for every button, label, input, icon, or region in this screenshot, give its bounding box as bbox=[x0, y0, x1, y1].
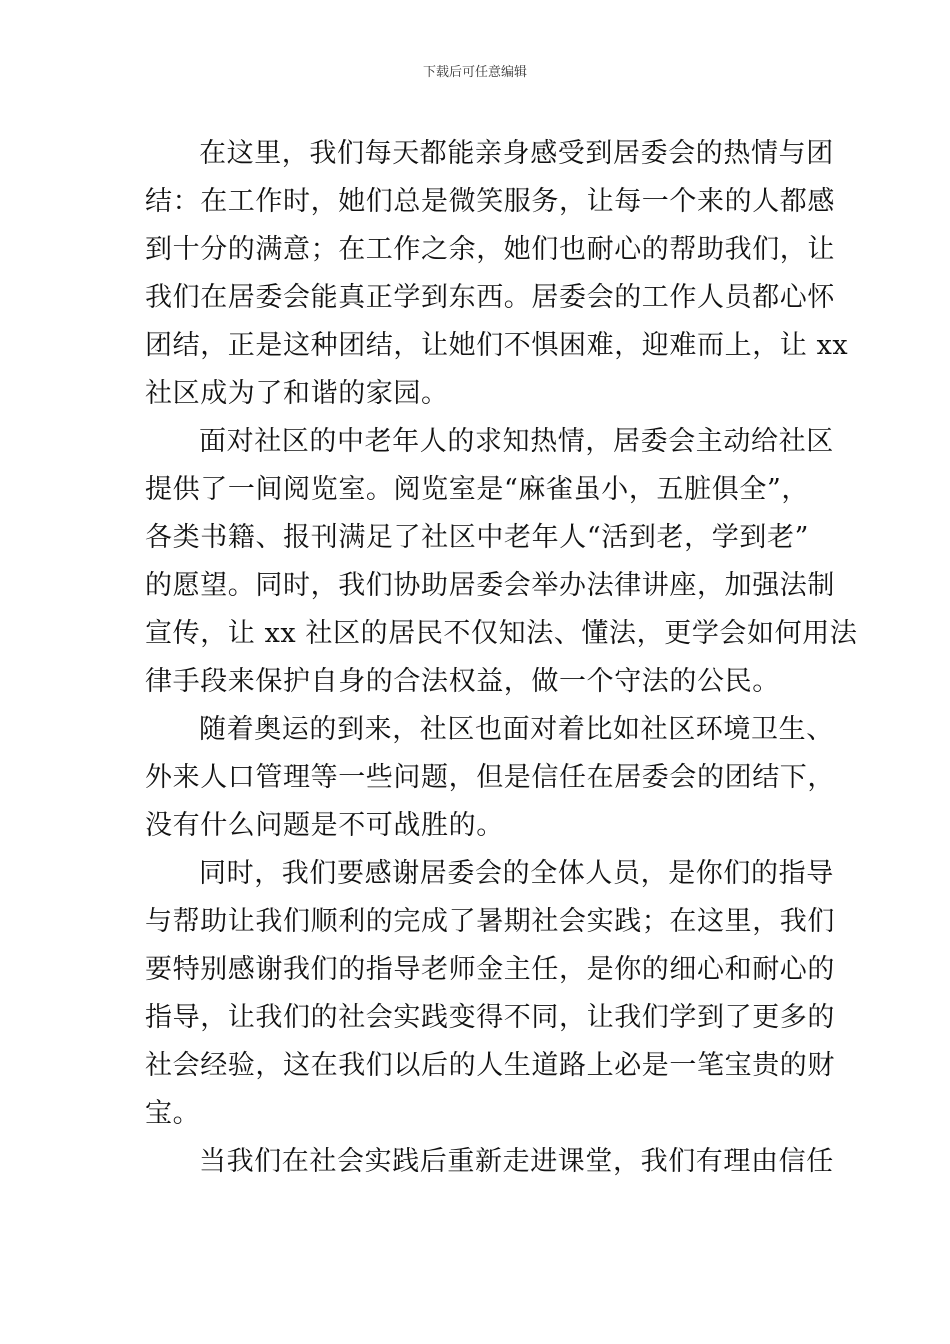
document-body bbox=[145, 130, 858, 1186]
text-line: 团结，正是这种团结，让她们不惧困难，迎难而上，让 xx bbox=[145, 330, 849, 361]
paragraph-2 bbox=[145, 418, 858, 706]
text-line: 的愿望。同时，我们协助居委会举办法律讲座，加强法制 bbox=[145, 570, 835, 601]
page-header: 下载后可任意编辑 bbox=[422, 65, 527, 80]
text-line: 我们在居委会能真正学到东西。居委会的工作人员都心怀 bbox=[145, 282, 835, 313]
text-line: 外来人口管理等一些问题，但是信任在居委会的团结下， bbox=[145, 762, 835, 793]
text-line: 结：在工作时，她们总是微笑服务，让每一个来的人都感 bbox=[145, 186, 835, 217]
text-line: 各类书籍、报刊满足了社区中老年人“活到老，学到老” bbox=[145, 522, 809, 553]
text-line: 没有什么问题是不可战胜的。 bbox=[145, 810, 504, 841]
paragraph-1 bbox=[145, 130, 849, 418]
text-line: 指导，让我们的社会实践变得不同，让我们学到了更多的 bbox=[145, 1002, 835, 1033]
text-line: 社会经验，这在我们以后的人生道路上必是一笔宝贵的财 bbox=[145, 1050, 835, 1081]
text-line: 宣传，让 xx 社区的居民不仅知法、懂法，更学会如何用法 bbox=[145, 618, 858, 649]
text-line: 随着奥运的到来，社区也面对着比如社区环境卫生、 bbox=[199, 714, 834, 745]
text-line: 律手段来保护自身的合法权益，做一个守法的公民。 bbox=[145, 666, 780, 697]
paragraph-4 bbox=[145, 850, 835, 1138]
text-line: 提供了一间阅览室。阅览室是“麻雀虽小，五脏俱全”， bbox=[145, 474, 809, 505]
text-line: 当我们在社会实践后重新走进课堂，我们有理由信任 bbox=[199, 1146, 834, 1177]
text-line: 社区成为了和谐的家园。 bbox=[145, 378, 449, 409]
paragraph-3 bbox=[145, 706, 835, 850]
text-line: 面对社区的中老年人的求知热情，居委会主动给社区 bbox=[199, 426, 834, 457]
paragraph-5 bbox=[145, 1138, 834, 1186]
text-line: 到十分的满意；在工作之余，她们也耐心的帮助我们，让 bbox=[145, 234, 835, 265]
text-line: 与帮助让我们顺利的完成了暑期社会实践；在这里，我们 bbox=[145, 906, 835, 937]
text-line: 在这里，我们每天都能亲身感受到居委会的热情与团 bbox=[199, 138, 834, 169]
text-line: 宝。 bbox=[145, 1098, 201, 1129]
text-line: 要特别感谢我们的指导老师金主任，是你的细心和耐心的 bbox=[145, 954, 835, 985]
text-line: 同时，我们要感谢居委会的全体人员，是你们的指导 bbox=[199, 858, 834, 889]
